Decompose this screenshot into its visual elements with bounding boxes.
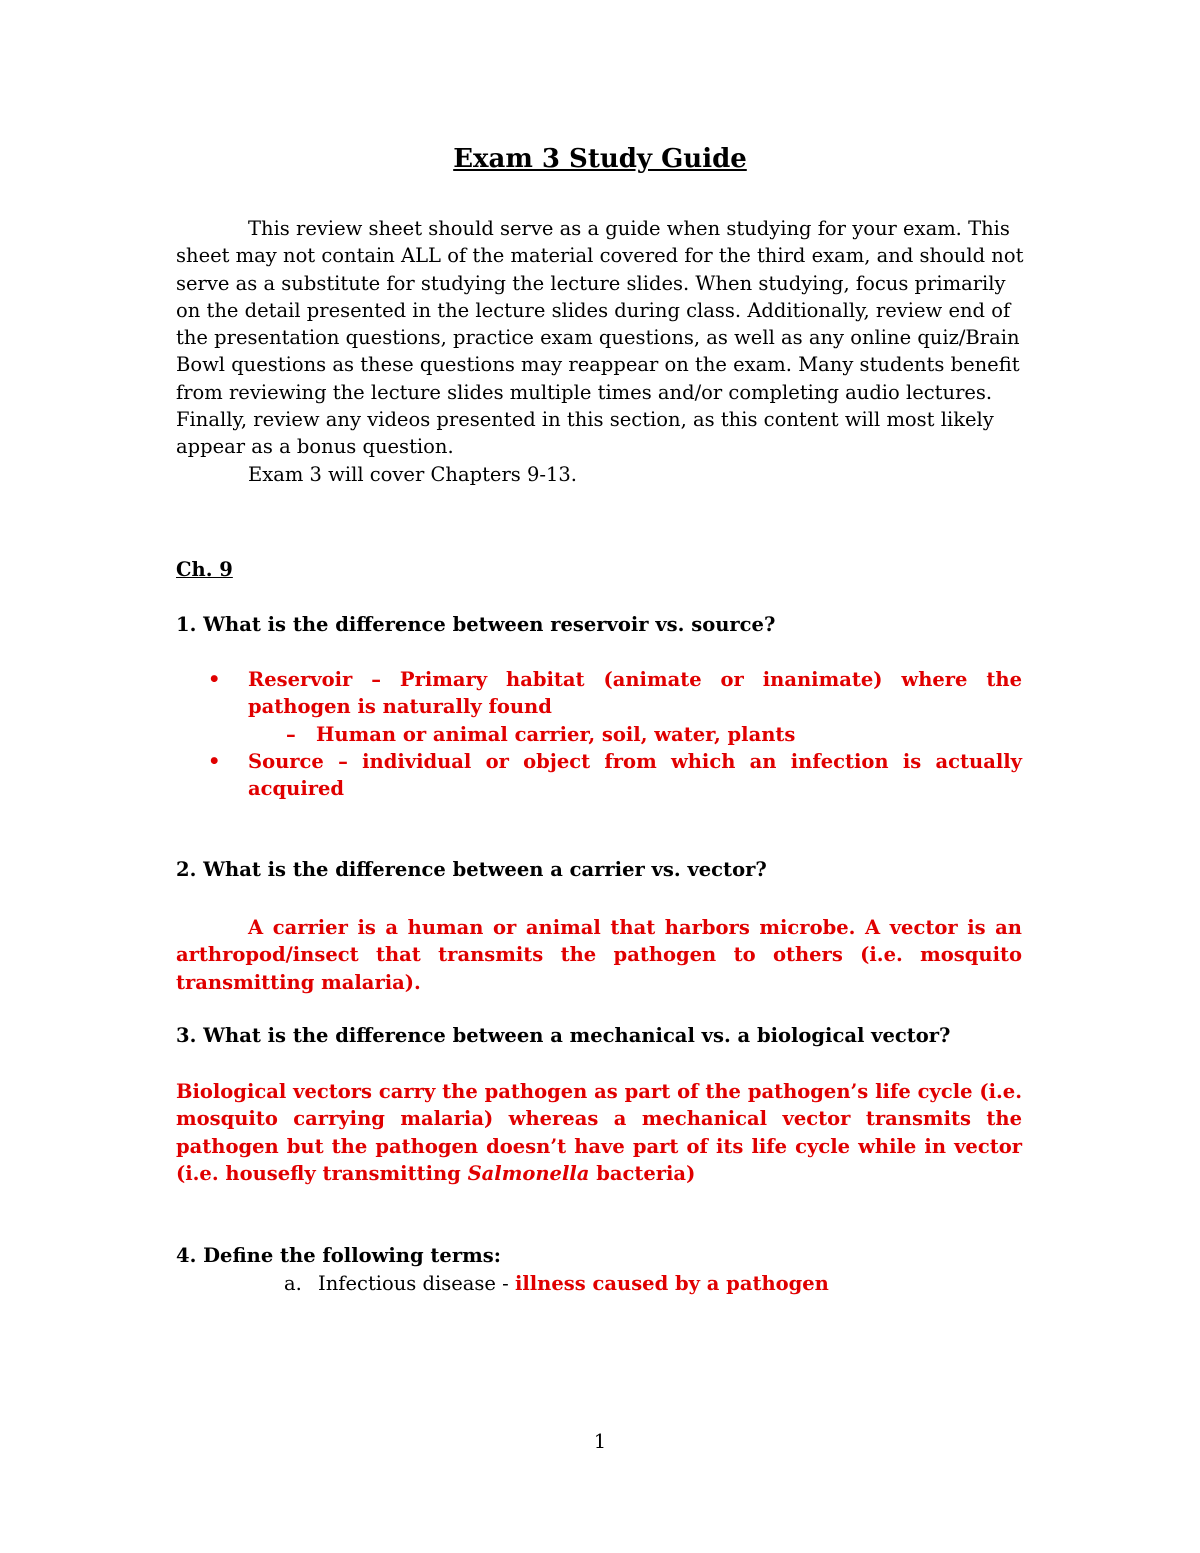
answer-text-end: bacteria) — [589, 1161, 696, 1185]
page-number: 1 — [593, 1430, 607, 1453]
bullet-icon: • — [208, 668, 221, 691]
page-title: Exam 3 Study Guide — [453, 144, 747, 174]
organism-name: Salmonella — [467, 1161, 590, 1185]
question-1: 1. What is the difference between reservoir vs. source? — [176, 613, 776, 636]
list-item — [208, 721, 1022, 748]
intro-section — [176, 215, 1026, 488]
item-definition: illness caused by a pathogen — [514, 1272, 829, 1295]
definition-item — [284, 1272, 829, 1295]
question-3: 3. What is the difference between a mechanical vs. a biological vector? — [176, 1024, 951, 1047]
item-letter: a. — [284, 1272, 302, 1295]
reservoir-examples: Human or animal carrier, soil, water, plants — [316, 722, 796, 746]
chapter-heading: Ch. 9 — [176, 558, 233, 581]
item-term: Infectious disease - — [318, 1272, 515, 1295]
question-3-answer — [176, 1078, 1022, 1187]
source-definition: Source – individual or object from which an infection is actually acquired — [248, 749, 1022, 801]
exam-coverage: Exam 3 will cover Chapters 9-13. — [248, 462, 577, 486]
reservoir-definition: Reservoir – Primary habitat (animate or inanimate) where the pathogen is naturally found — [248, 668, 1022, 719]
question-1-answer — [208, 666, 1022, 802]
intro-paragraph: This review sheet should serve as a guide when studying for your exam. This sheet may not contain ALL of the material covered for the third exam, and should not serve as a substitute for studying the lecture slides. When studying, focus primarily on the detail presented in the lecture slides during class. Additionally, review end of the presentation questions, practice exam questions, as well as any online quiz/Brain Bowl questions as these questions may reappear on the exam. Many students benefit from reviewing the lecture slides multiple times and/or completing audio lectures. Finally, review any videos presented in this section, as this content will most likely appear as a bonus question. — [176, 217, 1024, 459]
question-2: 2. What is the difference between a carrier vs. vector? — [176, 858, 767, 881]
answer-text: Biological vectors carry the pathogen as part of the pathogen’s life cycle (i.e. mosquito carrying malaria) whereas a mechanical vector transmits the pathogen but the pathogen doesn’t have part of its life cycle while in vector (i.e. housefly transmitting — [176, 1080, 1022, 1185]
list-item — [208, 666, 1022, 721]
dash-icon: – — [286, 722, 296, 746]
bullet-icon: • — [208, 749, 221, 773]
question-4: 4. Define the following terms: — [176, 1244, 501, 1267]
list-item — [208, 748, 1022, 803]
question-2-answer: A carrier is a human or animal that harbors microbe. A vector is an arthropod/insect that transmits the pathogen to others (i.e. mosquito transmitting malaria). — [176, 916, 1022, 994]
